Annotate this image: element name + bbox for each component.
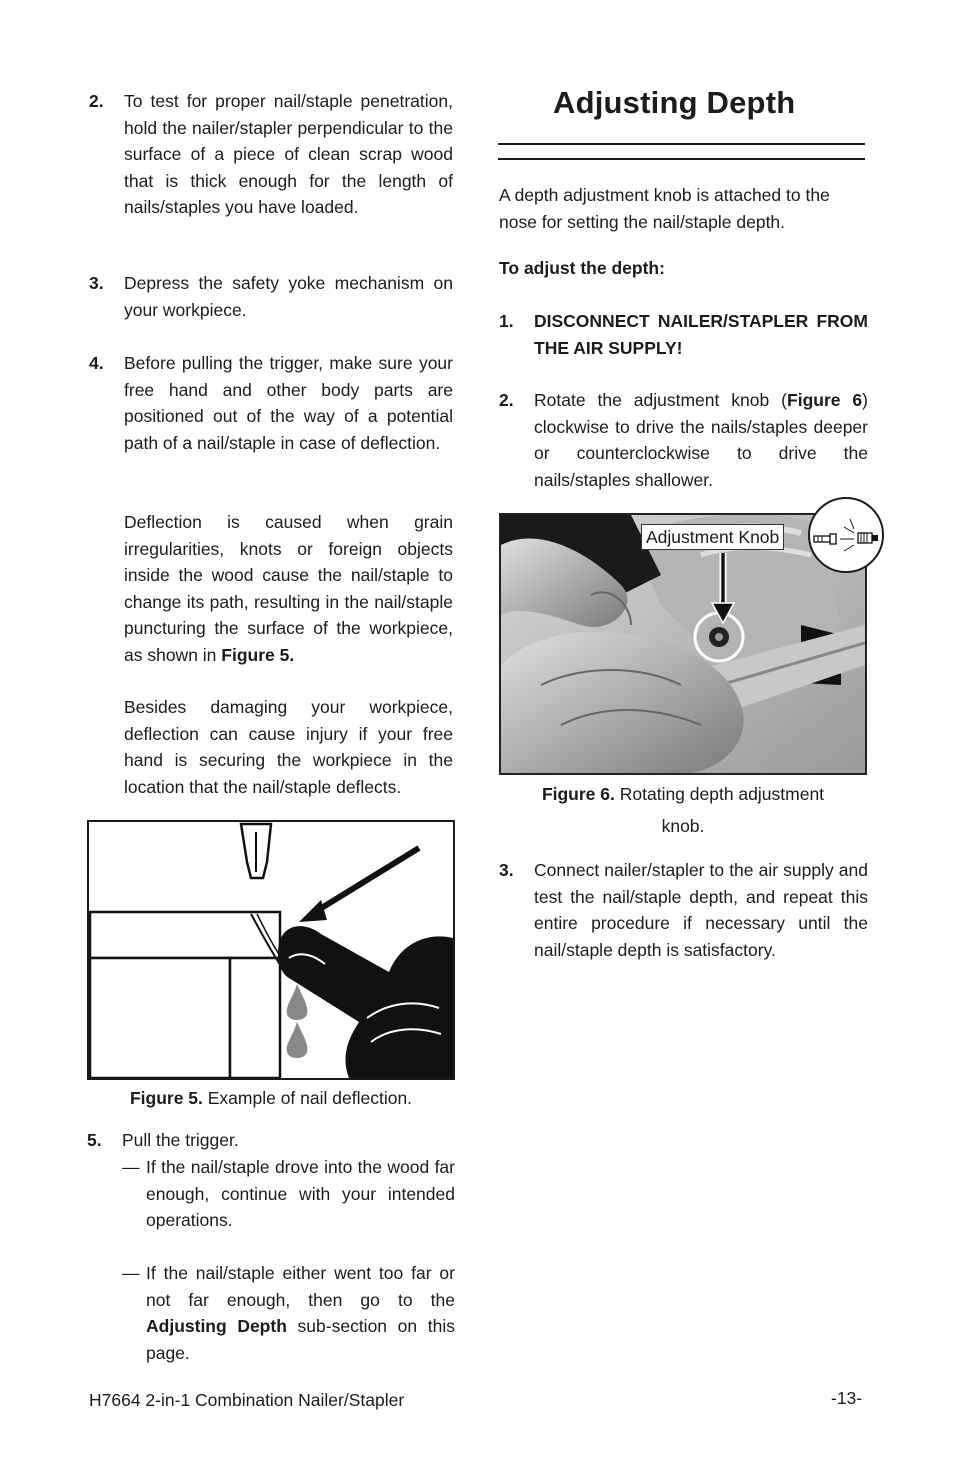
adjust-subheading: To adjust the depth: (499, 258, 665, 278)
section-heading: Adjusting Depth (553, 85, 796, 120)
step-5-bullet-2: If the nail/staple either went too far or not far enough, then go to the Adjusting Depth sub-section on this page. (146, 1263, 456, 1363)
step-4-number: 4. (89, 353, 104, 373)
step-5-bullet-1: If the nail/staple drove into the wood far enough, continue with your intended operations. (146, 1157, 455, 1230)
knob-rotation-inset (808, 497, 884, 573)
step-5-number: 5. (87, 1130, 102, 1150)
bullet-dash-1: — (122, 1157, 140, 1177)
adjustment-knob-callout: Adjustment Knob (641, 524, 784, 550)
page-number: -13- (831, 1388, 863, 1408)
figure-5-reference: Figure 5. (221, 644, 295, 665)
step-4-text: Before pulling the trigger, make sure your free hand and other body parts are positioned out of the way of a potential path of a nail/staple in case of deflection. (124, 353, 453, 453)
knob-rotation-icon (810, 499, 882, 571)
besides-paragraph: Besides damaging your workpiece, deflection can cause injury if your free hand is securing the workpiece in the location that the nail/staple deflects. (124, 697, 453, 797)
footer-title: H7664 2-in-1 Combination Nailer/Stapler (89, 1390, 405, 1410)
bullet-dash-2: — (122, 1263, 140, 1283)
adjusting-depth-reference: Adjusting Depth (146, 1316, 287, 1336)
heading-rule-top (498, 143, 865, 145)
step-3-number: 3. (89, 273, 104, 293)
adjust-step-3-number: 3. (499, 860, 514, 880)
adjust-step-2-number: 2. (499, 390, 514, 410)
adjust-step-1-number: 1. (499, 311, 514, 331)
figure-5-illustration (87, 820, 455, 1080)
step-3-text: Depress the safety yoke mechanism on your workpiece. (124, 273, 453, 320)
adjust-step-2-text: Rotate the adjustment knob (Figure 6) clockwise to drive the nails/staples deeper or counterclockwise to drive the nails/staples shallower. (534, 390, 868, 490)
deflection-paragraph: Deflection is caused when grain irregularities, knots or foreign objects inside the wood cause the nail/staple to change its path, resulting in the nail/staple puncturing the surface of the workpiece, as shown in Figure 5. (124, 512, 453, 665)
step-2-text: To test for proper nail/staple penetration, hold the nailer/stapler perpendicular to the surface of a piece of clean scrap wood that is thick enough for the length of nails/staples you have loaded. (124, 91, 453, 217)
heading-rule-bottom (498, 158, 865, 160)
figure-5-caption: Figure 5. Example of nail deflection. (129, 1088, 413, 1108)
step-2-number: 2. (89, 91, 104, 111)
intro-paragraph: A depth adjustment knob is attached to the nose for setting the nail/staple depth. (499, 185, 830, 232)
step-5-text: Pull the trigger. (122, 1130, 239, 1150)
figure-6-caption: Figure 6. Rotating depth adjustment knob. (541, 784, 825, 836)
adjust-step-3-text: Connect nailer/stapler to the air supply and test the nail/staple depth, and repeat this entire procedure if necessary until the nail/staple depth is satisfactory. (534, 860, 868, 960)
figure-6-reference: Figure 6 (787, 390, 863, 410)
adjust-step-1-text: DISCONNECT NAILER/STAPLER FROM THE AIR SUPPLY! (534, 311, 868, 358)
